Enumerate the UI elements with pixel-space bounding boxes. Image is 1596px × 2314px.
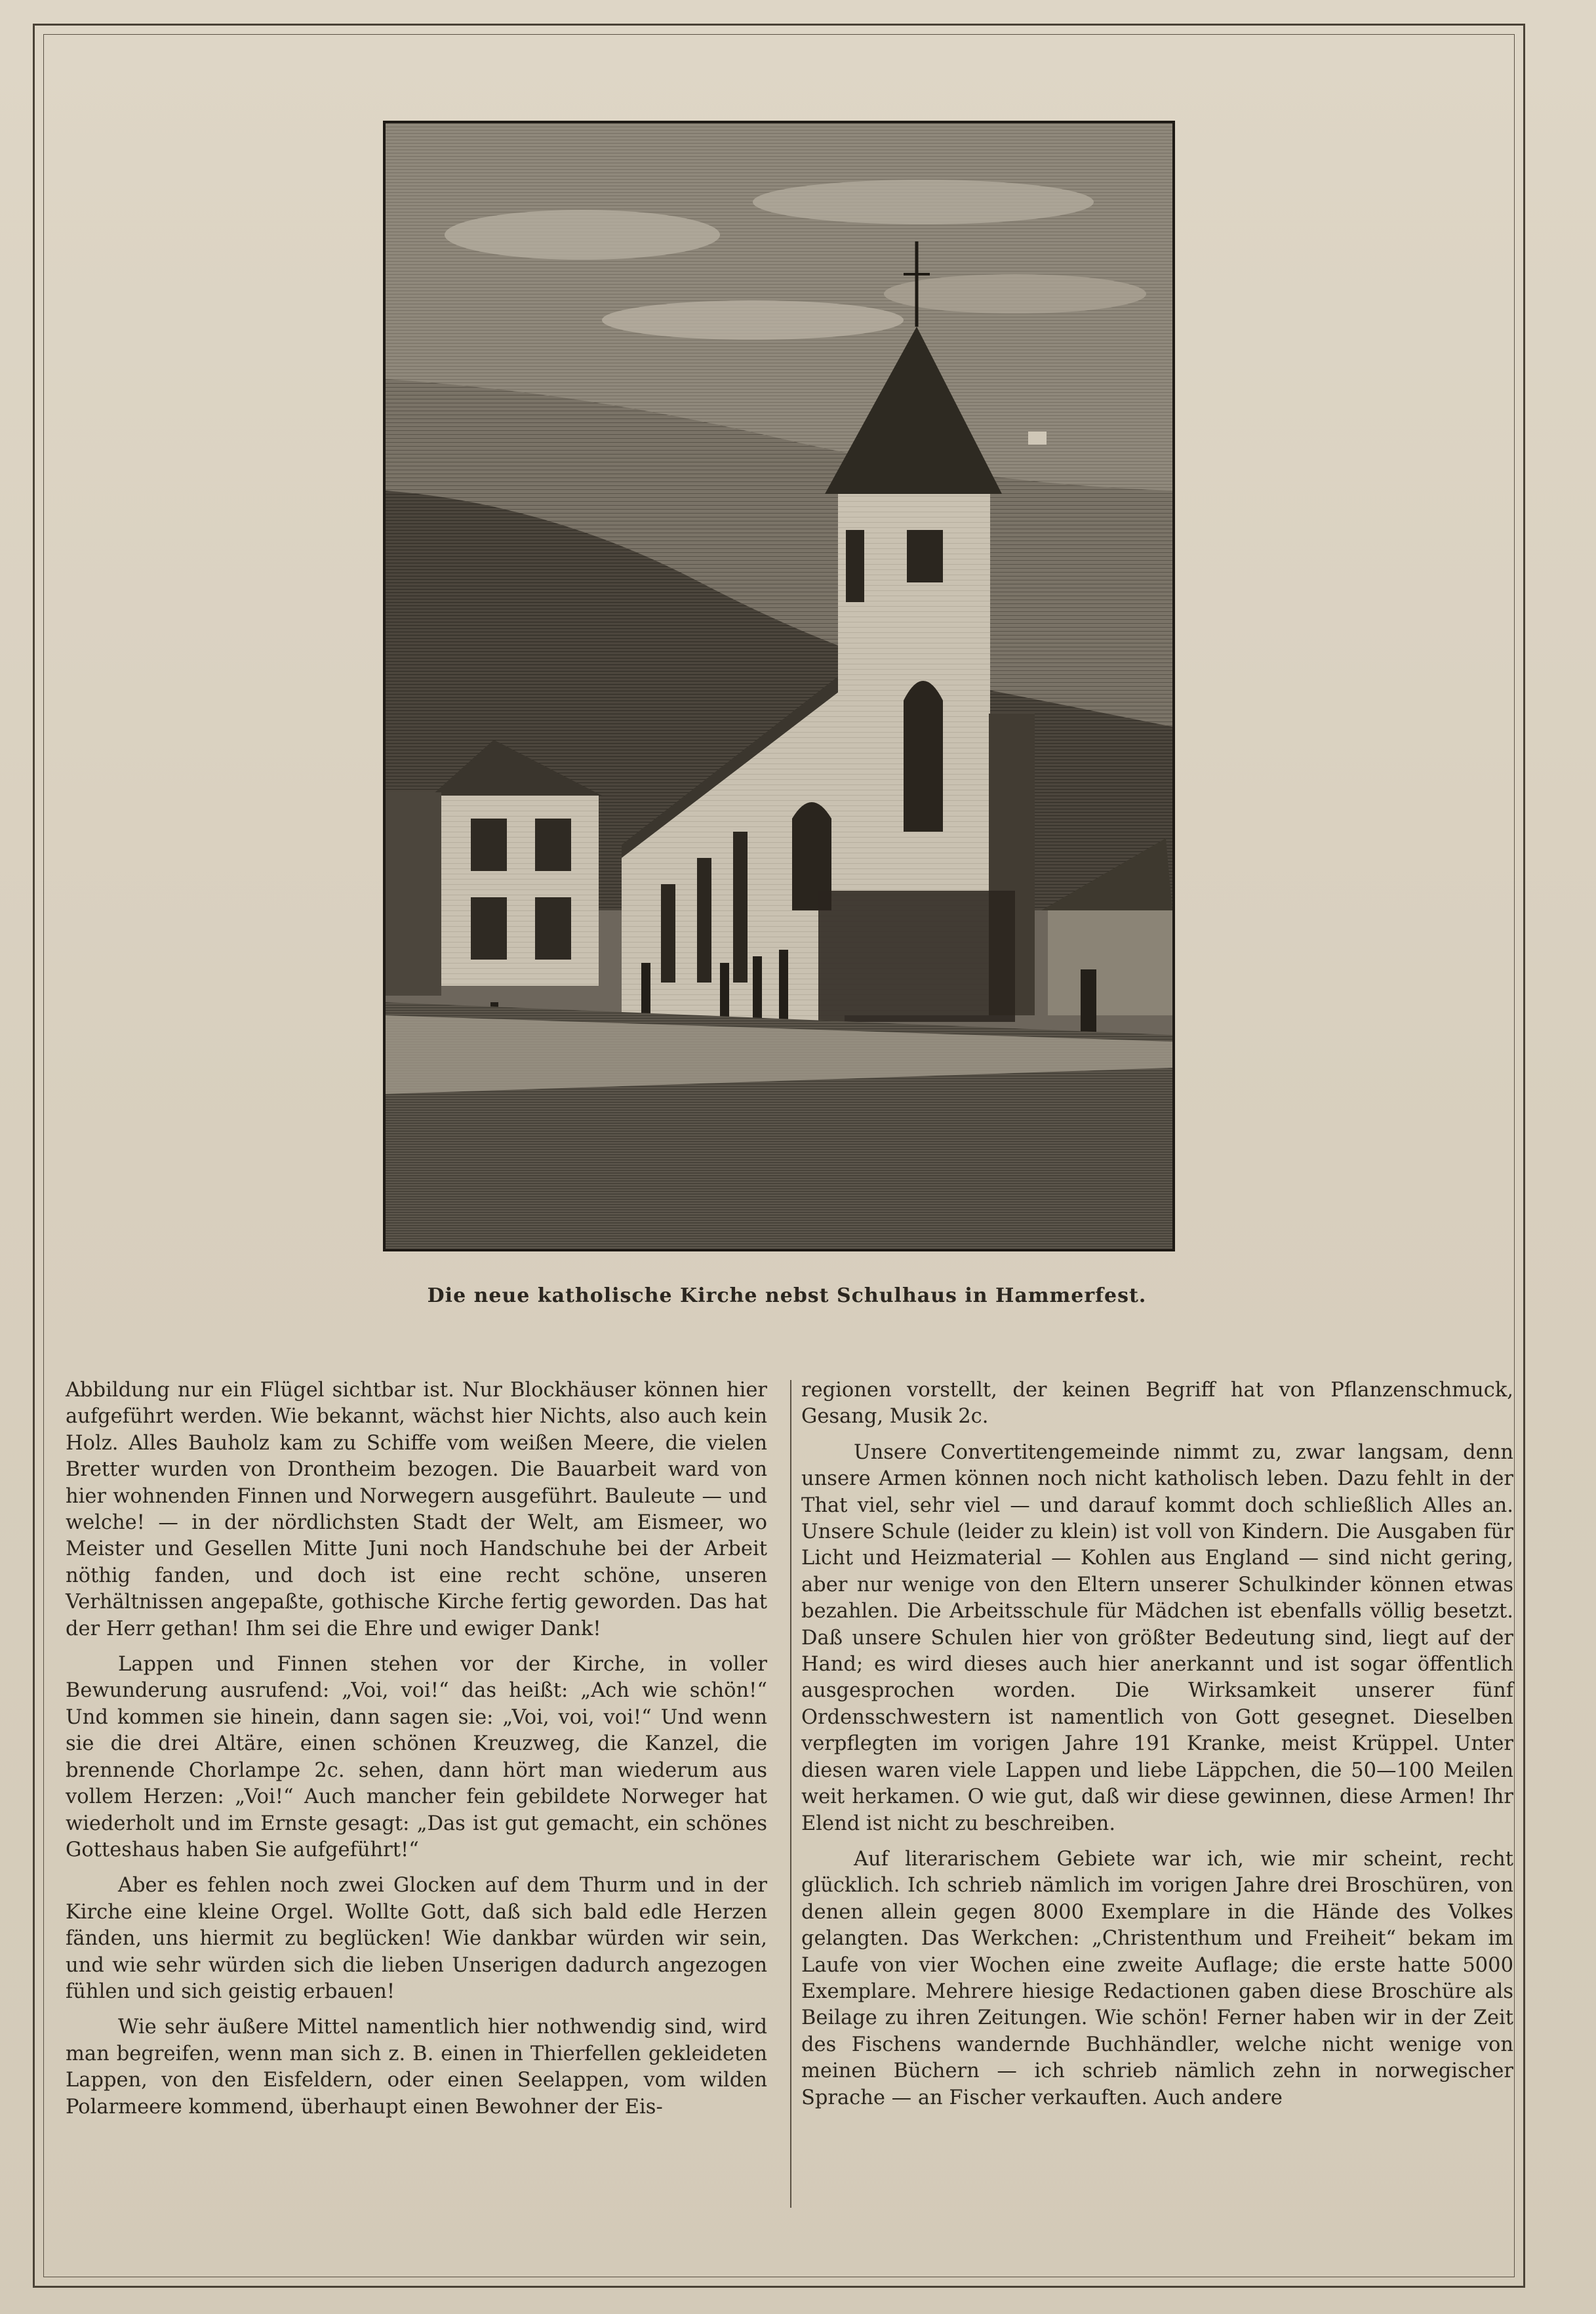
paragraph: Abbildung nur ein Flügel sichtbar ist. Nur Blockhäuser können hier aufgeführt werden. Wie bekannt, wächst hier Nichts, also auch kein Holz. Alles Bauholz kam zu Schiffe vom weißen Meere, die vielen Bretter wurden von Drontheim bezogen. Die Bauarbeit ward von hier wohnenden Finnen und Norwegern ausgeführt. Bauleute — und welche! — in der nördlichsten Stadt der Welt, am Eismeer, wo Meister und Gesellen Mitte Juni noch Handschuhe bei der Arbeit nöthig fanden, und doch ist eine recht schöne, unseren Verhältnissen angepaßte, gothische Kirche fertig geworden. Das hat der Herr gethan! Ihm sei die Ehre und ewiger Dank! <box>66 1379 767 1640</box>
paragraph: Lappen und Finnen stehen vor der Kirche, in voller Bewunderung ausrufend: „Voi, voi!“ das heißt: „Ach wie schön!“ Und kommen sie hinein, dann sagen sie: „Voi, voi, voi!“ Und wenn sie die drei Altäre, einen schönen Kreuzweg, die Kanzel, die brennende Chorlampe 2c. sehen, dann hört man wiederum aus vollem Herzen: „Voi!“ Auch mancher fein gebildete Norweger hat wiederholt und im Ernste gesagt: „Das ist gut gemacht, ein schönes Gotteshaus haben Sie aufgeführt!“ <box>66 1653 767 1861</box>
text-column-right <box>801 1377 1513 2111</box>
paragraph: regionen vorstellt, der keinen Begriff hat von Pflanzenschmuck, Gesang, Musik 2c. <box>801 1379 1513 1429</box>
column-divider <box>790 1380 791 2208</box>
figure-caption: Die neue katholische Kirche nebst Schulhaus in Hammerfest. <box>427 1284 1147 1307</box>
paragraph: Unsere Convertitengemeinde nimmt zu, zwar langsam, denn unsere Armen können noch nicht katholisch leben. Dazu fehlt in der That viel, sehr viel — und darauf kommt doch schließlich Alles an. Unsere Schule (leider zu klein) ist voll von Kindern. Die Ausgaben für Licht und Heizmaterial — Kohlen aus England — sind nicht gering, aber nur wenige von den Eltern unserer Schulkinder können etwas bezahlen. Die Arbeitsschule für Mädchen ist ebenfalls völlig besetzt. Daß unsere Schulen hier von größter Bedeutung sind, liegt auf der Hand; es wird dieses auch hier anerkannt und ist sogar öffentlich ausgesprochen worden. Die Wirksamkeit unserer fünf Ordensschwestern ist namentlich von Gott gesegnet. Dieselben verpflegten im vorigen Jahre 191 Kranke, meist Krüppel. Unter diesen waren viele Lappen und liebe Läppchen, die 50—100 Meilen weit herkamen. O wie gut, daß wir diese gewinnen, diese Armen! Ihr Elend ist nicht zu beschreiben. <box>801 1440 1513 1835</box>
paragraph: Aber es fehlen noch zwei Glocken auf dem Thurm und in der Kirche eine kleine Orgel. Wollte Gott, daß sich bald edle Herzen fänden, uns hiermit zu beglücken! Wie dankbar würden wir sein, und wie sehr würden sich die lieben Unserigen dadurch angezogen fühlen und sich geistig erbauen! <box>66 1874 767 2003</box>
text-column-left <box>66 1377 767 2121</box>
paragraph: Auf literarischem Gebiete war ich, wie mir scheint, recht glücklich. Ich schrieb nämlich im vorigen Jahre drei Broschüren, von denen allein gegen 8000 Exemplare in die Hände des Volkes gelangten. Das Werkchen: „Christenthum und Freiheit“ bekam im Laufe von vier Wochen eine zweite Auflage; die erste hatte 5000 Exemplare. Mehrere hiesige Redactionen gaben diese Broschüre als Beilage zu ihren Zeitungen. Wie schön! Ferner haben wir in der Zeit des Fischens wandernde Buchhändler, welche nicht wenige von meinen Büchern — ich schrieb nämlich zehn in norwegischer Sprache — an Fischer verkauften. Auch andere <box>801 1847 1513 2109</box>
church-engraving-drawing <box>386 123 1172 1249</box>
paragraph: Wie sehr äußere Mittel namentlich hier nothwendig sind, wird man begreifen, wenn man sich z. B. einen in Thierfellen gekleideten Lappen, von den Eisfeldern, oder einen Seelappen, vom wilden Polarmeere kommend, überhaupt einen Bewohner der Eis- <box>66 2016 767 2119</box>
church-engraving <box>383 121 1175 1251</box>
